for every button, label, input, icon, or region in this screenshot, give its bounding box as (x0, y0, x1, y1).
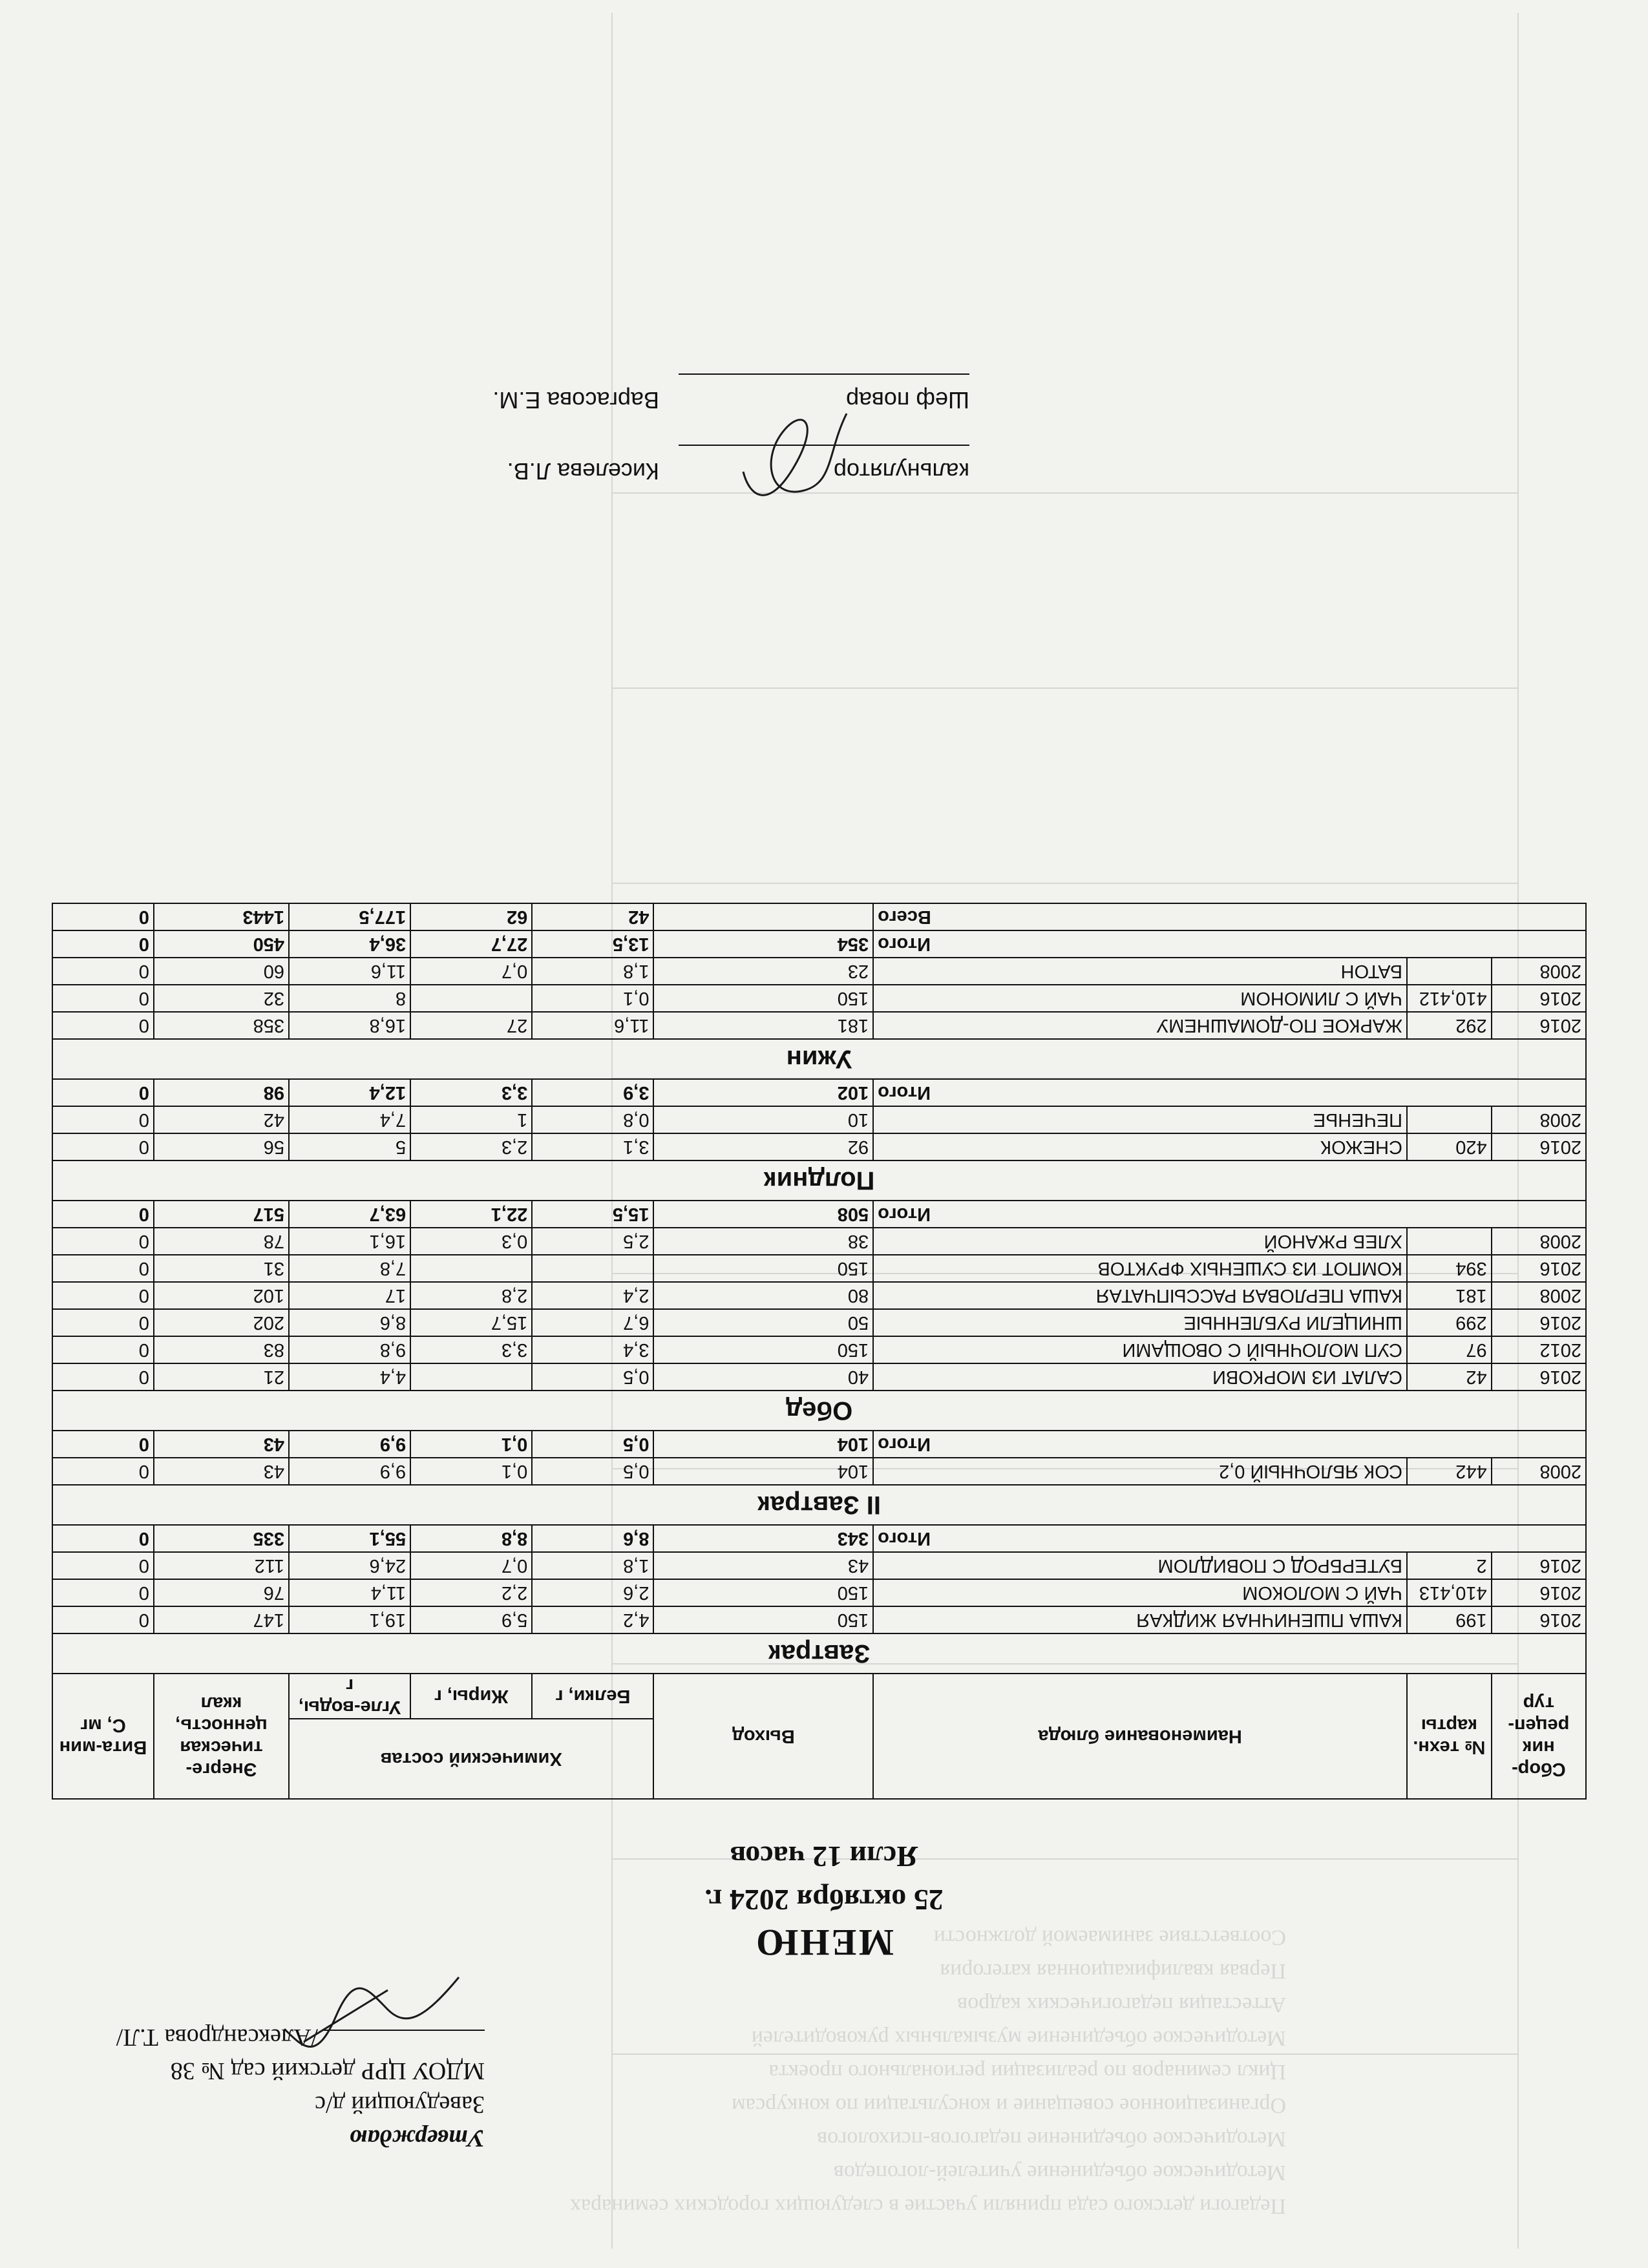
table-row (52, 1309, 1586, 1336)
total-carbs: 55,1 (289, 1525, 410, 1552)
dish-cell: ЧАЙ С ЛИМОНОМ (873, 985, 1407, 1012)
total-protein: 13,5 (532, 930, 653, 958)
total-yield: 104 (653, 1431, 873, 1458)
fat-cell: 1 (410, 1106, 532, 1133)
carbs-cell: 16,8 (289, 1012, 410, 1039)
bleed-line: Соответствие занимаемой должности (933, 1926, 1286, 1949)
table-row (52, 1336, 1586, 1363)
collection-cell: 2016 (1492, 1133, 1586, 1160)
collection-cell: 2016 (1492, 1552, 1586, 1579)
total-energy: 335 (154, 1525, 289, 1552)
header-energy: Энерге-тическая ценность, ккал (154, 1674, 289, 1799)
energy-cell: 112 (154, 1552, 289, 1579)
section-title: II Завтрак (52, 1485, 1586, 1525)
calc-name: Киселева Л.В. (507, 458, 659, 485)
dish-cell: СОК ЯБЛОЧНЫЙ 0,2 (873, 1458, 1407, 1485)
total-protein: 3,9 (532, 1079, 653, 1106)
dish-cell: ПЕЧЕНЬЕ (873, 1106, 1407, 1133)
dish-cell: САЛАТ ИЗ МОРКОВИ (873, 1363, 1407, 1391)
carbs-cell: 11,6 (289, 958, 410, 985)
grand-total-energy: 1443 (154, 903, 289, 930)
collection-cell: 2016 (1492, 1579, 1586, 1606)
table-row (52, 1282, 1586, 1309)
dish-cell: СУП МОЛОЧНЫЙ С ОВОЩАМИ (873, 1336, 1407, 1363)
fat-cell: 3,3 (410, 1336, 532, 1363)
total-protein: 15,5 (532, 1201, 653, 1228)
protein-cell: 2,6 (532, 1579, 653, 1606)
total-vitamin: 0 (52, 1525, 154, 1552)
carbs-cell: 16,1 (289, 1228, 410, 1255)
card-cell (1407, 1106, 1492, 1133)
total-label: Итого (873, 1431, 1586, 1458)
signature-calc (388, 414, 969, 485)
card-cell: 42 (1407, 1363, 1492, 1391)
total-energy: 517 (154, 1201, 289, 1228)
card-cell: 299 (1407, 1309, 1492, 1336)
header-fat: Жиры, г (410, 1674, 532, 1719)
table-row (52, 1106, 1586, 1133)
collection-cell: 2016 (1492, 1309, 1586, 1336)
yield-cell: 38 (653, 1228, 873, 1255)
bleed-line: Аттестация педагогических кадров (957, 1993, 1286, 2017)
total-vitamin: 0 (52, 1079, 154, 1106)
dish-cell: БАТОН (873, 958, 1407, 985)
total-carbs: 63,7 (289, 1201, 410, 1228)
card-cell: 394 (1407, 1255, 1492, 1282)
fat-cell: 0,7 (410, 958, 532, 985)
total-yield: 343 (653, 1525, 873, 1552)
yield-cell: 23 (653, 958, 873, 985)
total-row (52, 1525, 1586, 1552)
section-title: Завтрак (52, 1633, 1586, 1674)
yield-cell: 104 (653, 1458, 873, 1485)
total-energy: 98 (154, 1079, 289, 1106)
protein-cell: 11,6 (532, 1012, 653, 1039)
vitamin-cell: 0 (52, 1363, 154, 1391)
energy-cell: 31 (154, 1255, 289, 1282)
grand-total-fat: 62 (410, 903, 532, 930)
total-yield: 354 (653, 930, 873, 958)
chef-role: Шеф повар (846, 387, 969, 414)
signature-line (679, 373, 969, 375)
header-carbs: Угле-воды, г (289, 1674, 410, 1719)
grand-total-vitamin: 0 (52, 903, 154, 930)
total-label: Итого (873, 930, 1586, 958)
total-energy: 450 (154, 930, 289, 958)
energy-cell: 42 (154, 1106, 289, 1133)
card-cell (1407, 1228, 1492, 1255)
collection-cell: 2008 (1492, 1228, 1586, 1255)
yield-cell: 92 (653, 1133, 873, 1160)
energy-cell: 56 (154, 1133, 289, 1160)
total-carbs: 36,4 (289, 930, 410, 958)
total-carbs: 12,4 (289, 1079, 410, 1106)
dish-cell: ЧАЙ С МОЛОКОМ (873, 1579, 1407, 1606)
protein-cell (532, 1255, 653, 1282)
collection-cell: 2016 (1492, 1363, 1586, 1391)
yield-cell: 50 (653, 1309, 873, 1336)
total-row (52, 1431, 1586, 1458)
protein-cell: 1,8 (532, 1552, 653, 1579)
protein-cell: 2,4 (532, 1282, 653, 1309)
table-row (52, 958, 1586, 985)
total-label: Итого (873, 1201, 1586, 1228)
vitamin-cell: 0 (52, 1579, 154, 1606)
bleed-line: Педагоги детского сада приняли участие в следующих городских семинарах (569, 2194, 1286, 2218)
vitamin-cell: 0 (52, 985, 154, 1012)
collection-cell: 2008 (1492, 1458, 1586, 1485)
total-row (52, 930, 1586, 958)
vitamin-cell: 0 (52, 1606, 154, 1633)
vitamin-cell: 0 (52, 1309, 154, 1336)
total-vitamin: 0 (52, 1431, 154, 1458)
protein-cell: 1,8 (532, 958, 653, 985)
table-row (52, 1133, 1586, 1160)
energy-cell: 102 (154, 1282, 289, 1309)
total-carbs: 9,9 (289, 1431, 410, 1458)
header-dish: Наименование блюда (873, 1674, 1407, 1799)
bleed-line: Цикл семинаров по реализации регионального проекта (768, 2060, 1286, 2084)
header-collection: Сбор-ник рецеп-тур (1492, 1674, 1586, 1799)
total-protein: 0,5 (532, 1431, 653, 1458)
carbs-cell: 8 (289, 985, 410, 1012)
energy-cell: 76 (154, 1579, 289, 1606)
collection-cell: 2016 (1492, 1606, 1586, 1633)
header-chem: Химический состав (289, 1719, 653, 1799)
carbs-cell: 7,4 (289, 1106, 410, 1133)
card-cell (1407, 958, 1492, 985)
approval-block (19, 2021, 485, 2155)
fat-cell: 2,2 (410, 1579, 532, 1606)
protein-cell: 2,5 (532, 1228, 653, 1255)
protein-cell: 3,1 (532, 1133, 653, 1160)
energy-cell: 358 (154, 1012, 289, 1039)
protein-cell: 6,7 (532, 1309, 653, 1336)
protein-cell: 0,5 (532, 1363, 653, 1391)
total-fat: 3,3 (410, 1079, 532, 1106)
grand-total-row (52, 903, 1586, 930)
vitamin-cell: 0 (52, 1133, 154, 1160)
yield-cell: 10 (653, 1106, 873, 1133)
vitamin-cell: 0 (52, 1552, 154, 1579)
carbs-cell: 19,1 (289, 1606, 410, 1633)
card-cell: 181 (1407, 1282, 1492, 1309)
dish-cell: КАША ПШЕНИЧНАЯ ЖИДКАЯ (873, 1606, 1407, 1633)
section-header-row (52, 1633, 1586, 1674)
yield-cell: 150 (653, 1255, 873, 1282)
yield-cell: 40 (653, 1363, 873, 1391)
vitamin-cell: 0 (52, 1228, 154, 1255)
fat-cell: 2,8 (410, 1282, 532, 1309)
fat-cell: 27 (410, 1012, 532, 1039)
yield-cell: 150 (653, 1336, 873, 1363)
vitamin-cell: 0 (52, 1255, 154, 1282)
section-title: Полдник (52, 1160, 1586, 1201)
carbs-cell: 24,6 (289, 1552, 410, 1579)
total-row (52, 1201, 1586, 1228)
total-fat: 0,1 (410, 1431, 532, 1458)
document-title: МЕНЮ (754, 1922, 894, 1964)
menu-body (52, 903, 1586, 1674)
bleed-line: Методическое объединение педагогов-психологов (817, 2127, 1286, 2151)
fat-cell (410, 1363, 532, 1391)
fat-cell (410, 985, 532, 1012)
fat-cell: 0,1 (410, 1458, 532, 1485)
grand-total-protein: 42 (532, 903, 653, 930)
total-protein: 8,6 (532, 1525, 653, 1552)
dish-cell: СНЕЖОК (873, 1133, 1407, 1160)
collection-cell: 2008 (1492, 1282, 1586, 1309)
bleed-line: Организационное совещание и консультации по конкурсам (732, 2094, 1286, 2117)
total-yield: 508 (653, 1201, 873, 1228)
table-row (52, 1363, 1586, 1391)
energy-cell: 78 (154, 1228, 289, 1255)
total-fat: 22,1 (410, 1201, 532, 1228)
approval-heading: Утверждаю (349, 2125, 485, 2152)
table-row (52, 985, 1586, 1012)
collection-cell: 2008 (1492, 1106, 1586, 1133)
table-row (52, 1228, 1586, 1255)
carbs-cell: 11,4 (289, 1579, 410, 1606)
energy-cell: 83 (154, 1336, 289, 1363)
bleed-line: Методическое объединение учителей-логопедов (833, 2161, 1286, 2185)
energy-cell: 147 (154, 1606, 289, 1633)
signature-line (323, 2030, 485, 2031)
signature-chef (388, 342, 969, 414)
vitamin-cell: 0 (52, 958, 154, 985)
protein-cell: 0,8 (532, 1106, 653, 1133)
signatures-block (388, 342, 969, 485)
card-cell: 442 (1407, 1458, 1492, 1485)
approval-org: МДОУ ЦРР детский сад № 38 (170, 2057, 485, 2084)
total-energy: 43 (154, 1431, 289, 1458)
carbs-cell: 17 (289, 1282, 410, 1309)
section-title: Обед (52, 1391, 1586, 1431)
document-date: 25 октября 2024 г. (704, 1884, 944, 1916)
grand-total-yield (653, 903, 873, 930)
yield-cell: 150 (653, 985, 873, 1012)
total-fat: 27,7 (410, 930, 532, 958)
carbs-cell: 8,6 (289, 1309, 410, 1336)
total-row (52, 1079, 1586, 1106)
vitamin-cell: 0 (52, 1336, 154, 1363)
calc-role: кальнулятор (833, 458, 969, 485)
table-row (52, 1579, 1586, 1606)
total-label: Итого (873, 1079, 1586, 1106)
yield-cell: 150 (653, 1606, 873, 1633)
header-protein: Белки, г (532, 1674, 653, 1719)
collection-cell: 2012 (1492, 1336, 1586, 1363)
dish-cell: КОМПОТ ИЗ СУШЕНЫХ ФРУКТОВ (873, 1255, 1407, 1282)
fat-cell: 5,9 (410, 1606, 532, 1633)
collection-cell: 2008 (1492, 958, 1586, 985)
header-vitamin: Вита-мин С, мг (52, 1674, 154, 1799)
total-yield: 102 (653, 1079, 873, 1106)
dish-cell: КАША ПЕРЛОВАЯ РАССЫПЧАТАЯ (873, 1282, 1407, 1309)
approval-position: Заведующий д/с (315, 2091, 485, 2118)
section-title: Ужин (52, 1039, 1586, 1079)
collection-cell: 2016 (1492, 1255, 1586, 1282)
total-vitamin: 0 (52, 1201, 154, 1228)
fat-cell: 0,3 (410, 1228, 532, 1255)
header-card: № техн. карты (1407, 1674, 1492, 1799)
vitamin-cell: 0 (52, 1282, 154, 1309)
total-label: Итого (873, 1525, 1586, 1552)
carbs-cell: 9,8 (289, 1336, 410, 1363)
protein-cell: 3,4 (532, 1336, 653, 1363)
total-vitamin: 0 (52, 930, 154, 958)
carbs-cell: 5 (289, 1133, 410, 1160)
grand-total-carbs: 177,5 (289, 903, 410, 930)
yield-cell: 150 (653, 1579, 873, 1606)
protein-cell: 4,2 (532, 1606, 653, 1633)
carbs-cell: 7,8 (289, 1255, 410, 1282)
fat-cell (410, 1255, 532, 1282)
dish-cell: БУТЕРБРОД С ПОВИДЛОМ (873, 1552, 1407, 1579)
protein-cell: 0,5 (532, 1458, 653, 1485)
dish-cell: ШНИЦЕЛИ РУБЛЕННЫЕ (873, 1309, 1407, 1336)
vitamin-cell: 0 (52, 1458, 154, 1485)
energy-cell: 21 (154, 1363, 289, 1391)
title-block (0, 1840, 1648, 1964)
fat-cell: 2,3 (410, 1133, 532, 1160)
energy-cell: 32 (154, 985, 289, 1012)
approval-signer: /Александрова Т.Л/ (116, 2024, 318, 2051)
vitamin-cell: 0 (52, 1012, 154, 1039)
carbs-cell: 9,9 (289, 1458, 410, 1485)
yield-cell: 181 (653, 1012, 873, 1039)
table-row (52, 1606, 1586, 1633)
chef-name: Варгасова Е.М. (492, 387, 659, 414)
fat-cell: 0,7 (410, 1552, 532, 1579)
yield-cell: 43 (653, 1552, 873, 1579)
vitamin-cell: 0 (52, 1106, 154, 1133)
table-row (52, 1012, 1586, 1039)
energy-cell: 60 (154, 958, 289, 985)
table-row (52, 1458, 1586, 1485)
approval-signer-line (19, 2021, 485, 2054)
collection-cell: 2016 (1492, 1012, 1586, 1039)
section-header-row (52, 1039, 1586, 1079)
table-row (52, 1552, 1586, 1579)
section-header-row (52, 1160, 1586, 1201)
document-group: Ясли 12 часов (730, 1840, 918, 1873)
fat-cell: 15,7 (410, 1309, 532, 1336)
card-cell: 410,412 (1407, 985, 1492, 1012)
grand-total-label: Всего (873, 903, 1586, 930)
card-cell: 199 (1407, 1606, 1492, 1633)
section-header-row (52, 1391, 1586, 1431)
table-row (52, 1255, 1586, 1282)
card-cell: 97 (1407, 1336, 1492, 1363)
card-cell: 292 (1407, 1012, 1492, 1039)
card-cell: 420 (1407, 1133, 1492, 1160)
energy-cell: 202 (154, 1309, 289, 1336)
bleed-line: Первая квалификационная категория (940, 1959, 1286, 1983)
card-cell: 410,413 (1407, 1579, 1492, 1606)
menu-table (52, 903, 1587, 1800)
signature-line (679, 445, 969, 446)
energy-cell: 43 (154, 1458, 289, 1485)
dish-cell: ХЛЕБ РЖАНОЙ (873, 1228, 1407, 1255)
header-yield: Выход (653, 1674, 873, 1799)
bleed-line: Методическое объединение музыкальных руководителей (751, 2026, 1286, 2050)
card-cell: 2 (1407, 1552, 1492, 1579)
yield-cell: 80 (653, 1282, 873, 1309)
total-fat: 8,8 (410, 1525, 532, 1552)
collection-cell: 2016 (1492, 985, 1586, 1012)
section-header-row (52, 1485, 1586, 1525)
dish-cell: ЖАРКОЕ ПО-ДОМАШНЕМУ (873, 1012, 1407, 1039)
protein-cell: 0,1 (532, 985, 653, 1012)
carbs-cell: 4,4 (289, 1363, 410, 1391)
